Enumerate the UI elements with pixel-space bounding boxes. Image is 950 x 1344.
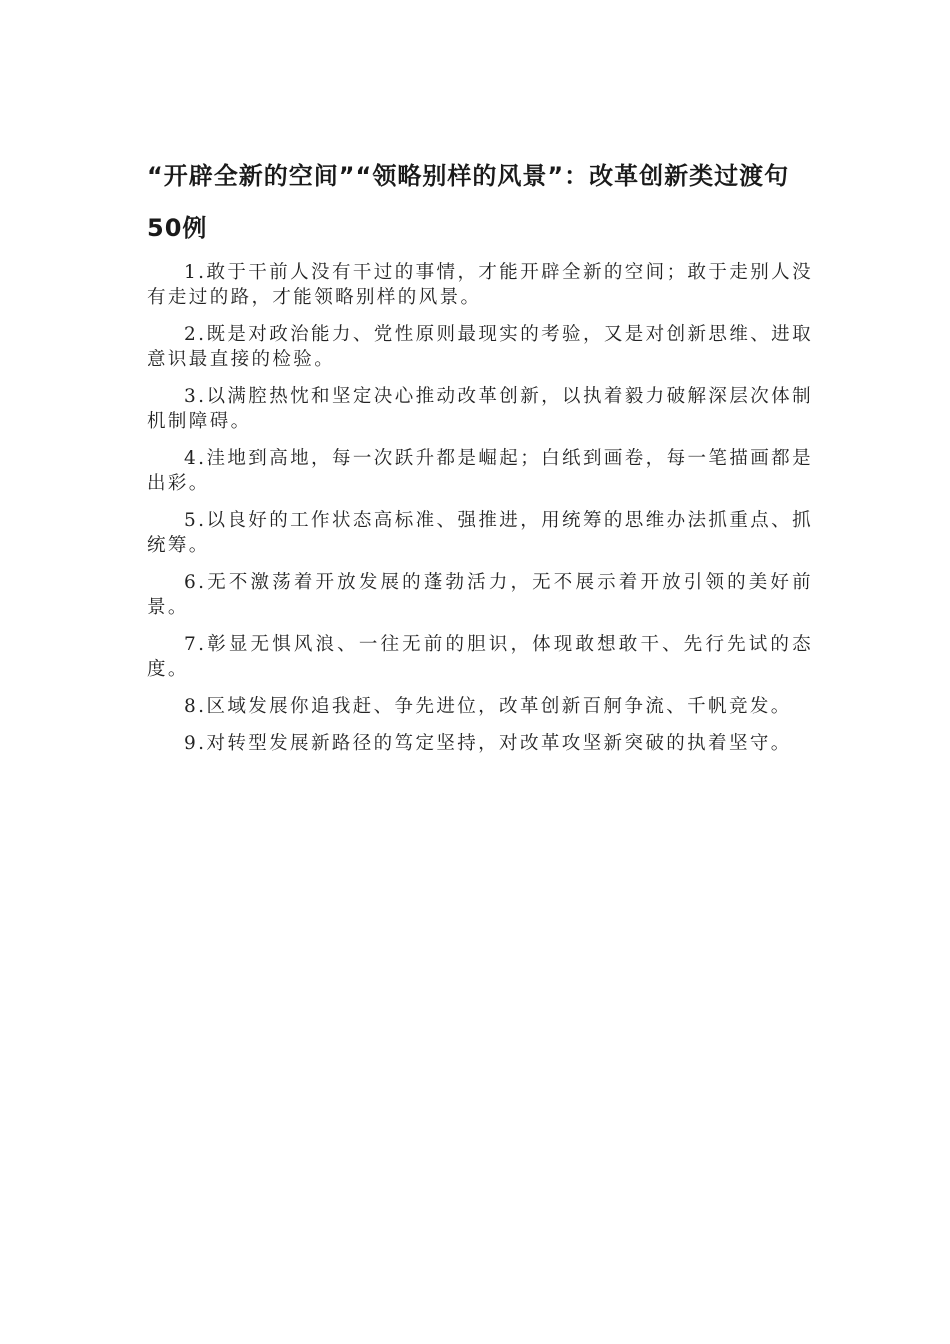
list-item: 3.以满腔热忱和坚定决心推动改革创新，以执着毅力破解深层次体制机制障碍。 bbox=[147, 386, 813, 432]
list-item: 9.对转型发展新路径的笃定坚持，对改革攻坚新突破的执着坚守。 bbox=[184, 733, 792, 754]
list-item: 1.敢于干前人没有干过的事情，才能开辟全新的空间；敢于走别人没有走过的路，才能领略别样的风景。 bbox=[147, 262, 813, 308]
list-item: 2.既是对政治能力、党性原则最现实的考验，又是对创新思维、进取意识最直接的检验。 bbox=[147, 324, 813, 370]
list-item: 4.洼地到高地，每一次跃升都是崛起；白纸到画卷，每一笔描画都是出彩。 bbox=[147, 448, 813, 494]
list-item: 8.区域发展你追我赶、争先进位，改革创新百舸争流、千帆竞发。 bbox=[184, 696, 792, 717]
list-item: 7.彰显无惧风浪、一往无前的胆识，体现敢想敢干、先行先试的态度。 bbox=[147, 634, 813, 680]
list-item: 6.无不激荡着开放发展的蓬勃活力，无不展示着开放引领的美好前景。 bbox=[147, 572, 813, 618]
list-item: 5.以良好的工作状态高标准、强推进，用统筹的思维办法抓重点、抓统筹。 bbox=[147, 510, 813, 556]
document-title: “开辟全新的空间”“领略别样的风景”：改革创新类过渡句50例 bbox=[147, 162, 790, 242]
item-list bbox=[147, 260, 813, 768]
